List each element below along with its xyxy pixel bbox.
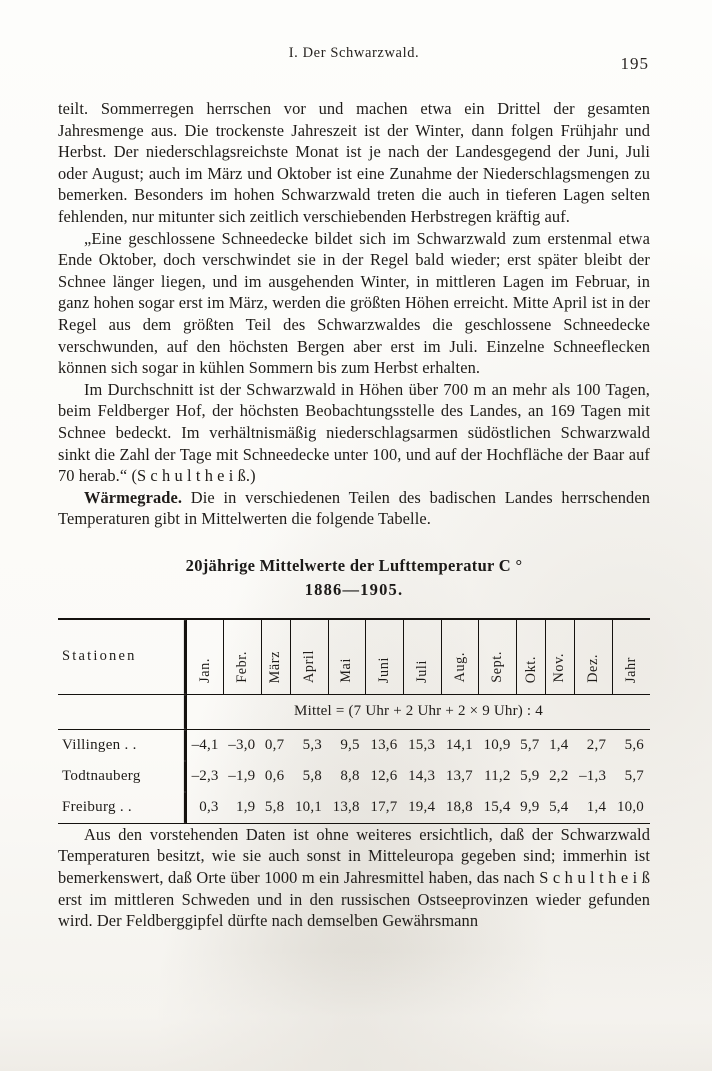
cell-todtnauberg-apr: 5,8: [302, 767, 322, 784]
table-formula-row: [58, 695, 650, 730]
cell-todtnauberg-sept: 11,2: [484, 767, 511, 784]
cell-freiburg-aug: 18,8: [445, 798, 473, 815]
paragraph-3: Im Durchschnitt ist der Schwarzwald in Höhen über 700 m an mehr als 100 Tagen, beim Feldberger Hof, der höchsten Beobachtungsstelle des Landes, an 169 Tagen mit Schnee bedeckt. Im verhältnismäßig niederschlagsarmen südöstlichen Schwarzwald sinkt die Zahl der Tage mit Schneedecke unter 100, und auf der Hochfläche der Baar auf 70 herab.“ (S c h u l t h e i ß.): [58, 379, 650, 486]
cell-todtnauberg-juli: 14,3: [408, 767, 436, 784]
cell-todtnauberg-mai: 8,8: [340, 767, 360, 784]
row-station-freiburg: Freiburg . .: [62, 798, 132, 815]
waermegrade-text: Die in verschiedenen Teilen des badischen Landes herrschenden Temperaturen gibt in Mittelwerten die folgende Tabelle.: [58, 487, 650, 529]
column-header-mai: Mai: [328, 620, 366, 695]
table-row: [58, 730, 650, 761]
cell-villingen-apr: 5,3: [302, 736, 322, 753]
column-header-juni: Juni: [366, 620, 404, 695]
row-station-villingen: Villingen . .: [62, 736, 137, 753]
cell-freiburg-okt: 9,9: [520, 798, 540, 815]
table-title-years: 1886—1905.: [304, 579, 404, 599]
cell-freiburg-sept: 15,4: [483, 798, 511, 815]
column-header-station: Stationen: [62, 648, 137, 665]
cell-freiburg-apr: 10,1: [294, 798, 322, 815]
column-header-juli: Juli: [403, 620, 441, 695]
cell-freiburg-jahr: 10,0: [616, 798, 644, 815]
cell-todtnauberg-okt: 5,9: [520, 767, 540, 784]
page-number: 195: [620, 54, 649, 73]
paragraph-closing: Aus den vorstehenden Daten ist ohne weiteres ersichtlich, daß der Schwarzwald Temperaturen besitzt, wie sie auch sonst in Mitteleuropa gegeben sind; immerhin ist bemerkenswert, daß Orte über 1000 m ein Jahresmittel haben, das nach S c h u l t h e i ß erst im mittleren Schweden und in den russischen Ostseeprovinzen wieder gefunden wird. Der Feldberggipfel dürfte nach demselben Gewährsmann: [58, 824, 650, 931]
page-bottom-shading: [0, 951, 712, 1071]
cell-todtnauberg-mar: 0,6: [264, 767, 285, 784]
column-header-aug: Aug.: [441, 620, 479, 695]
cell-villingen-sept: 10,9: [483, 736, 511, 753]
cell-freiburg-nov: 5,4: [549, 798, 569, 815]
cell-villingen-aug: 14,1: [445, 736, 473, 753]
table-title-main: 20jährige Mittelwerte der Lufttemperatur C °: [185, 555, 523, 575]
column-header-feb: Febr.: [224, 620, 262, 695]
cell-freiburg-mar: 5,8: [264, 798, 285, 815]
cell-villingen-feb: –3,0: [228, 736, 256, 753]
table-header-row: [58, 620, 650, 695]
cell-todtnauberg-jan: –2,3: [187, 761, 224, 792]
cell-villingen-mai: 9,5: [340, 736, 360, 753]
cell-freiburg-dez: 1,4: [586, 798, 607, 815]
column-header-jahr: Jahr: [612, 620, 650, 695]
cell-freiburg-jan: 0,3: [187, 792, 224, 824]
table-title: [58, 554, 650, 602]
formula-empty-cell: [58, 695, 187, 730]
cell-villingen-mar: 0,7: [264, 736, 285, 753]
column-header-sept: Sept.: [479, 620, 517, 695]
column-header-dez: Dez.: [574, 620, 612, 695]
cell-villingen-dez: 2,7: [586, 736, 607, 753]
column-header-nov: Nov.: [546, 620, 575, 695]
cell-villingen-jahr: 5,6: [624, 736, 644, 753]
cell-villingen-juni: 13,6: [370, 736, 398, 753]
cell-todtnauberg-aug: 13,7: [445, 767, 473, 784]
temperature-table: [58, 618, 650, 824]
page-content: [58, 0, 650, 932]
column-header-okt: Okt.: [517, 620, 546, 695]
paragraph-1: teilt. Sommerregen herrschen vor und machen etwa ein Drittel der gesamten Jahresmenge aus. Die trockenste Jahreszeit ist der Winter, dann folgen Frühjahr und Herbst. Der niederschlagsreichste Monat ist je nach der Landesgegend der Juni, Juli oder August; auch im März und Oktober ist eine Zunahme der Niederschlagsmengen zu bemerken. Besonders im hohen Schwarzwald treten die auch in tieferen Lagen selten fehlenden, nur mitunter sich zeitlich verschiebenden Herbstregen kräftig auf.: [58, 99, 650, 226]
paragraph-waermegrade: [58, 487, 650, 530]
cell-todtnauberg-juni: 12,6: [370, 767, 398, 784]
column-header-mar: März: [261, 620, 290, 695]
waermegrade-kicker: Wärmegrade.: [84, 487, 183, 507]
cell-todtnauberg-jahr: 5,7: [624, 767, 644, 784]
cell-freiburg-juli: 19,4: [408, 798, 436, 815]
cell-villingen-nov: 1,4: [549, 736, 569, 753]
cell-freiburg-feb: 1,9: [236, 798, 256, 815]
cell-villingen-juli: 15,3: [408, 736, 436, 753]
running-head: I. Der Schwarzwald.: [288, 45, 420, 61]
table-row: [58, 761, 650, 792]
table-row: [58, 792, 650, 824]
column-header-jan: Jan.: [187, 620, 224, 695]
paragraph-2: „Eine geschlossene Schneedecke bildet sich im Schwarzwald zum erstenmal etwa Ende Oktober, doch verschwindet sie in der Regel bald wieder; erst später bleibt der Schnee länger liegen, und im ausgehenden Winter, in mittleren Lagen im Februar, in ganz hohen sogar erst im März, werden die größten Höhen erreicht. Mitte April ist in der Regel aus dem größten Teil des Schwarzwaldes die geschlossene Schneedecke verschwunden, auf den höchsten Bergen aber erst im Juli. Einzelne Schneeflecken können sich sogar in kühlen Sommern bis zum Herbst erhalten.: [58, 228, 650, 378]
column-header-apr: April: [290, 620, 328, 695]
cell-villingen-okt: 5,7: [520, 736, 540, 753]
cell-villingen-jan: –4,1: [187, 730, 224, 761]
cell-todtnauberg-nov: 2,2: [549, 767, 569, 784]
cell-todtnauberg-dez: –1,3: [579, 767, 607, 784]
row-station-todtnauberg: Todtnauberg: [62, 767, 141, 784]
cell-freiburg-mai: 13,8: [332, 798, 360, 815]
formula-cell: Mittel = (7 Uhr + 2 Uhr + 2 × 9 Uhr) : 4: [187, 695, 651, 730]
cell-todtnauberg-feb: –1,9: [228, 767, 256, 784]
cell-freiburg-juni: 17,7: [370, 798, 398, 815]
